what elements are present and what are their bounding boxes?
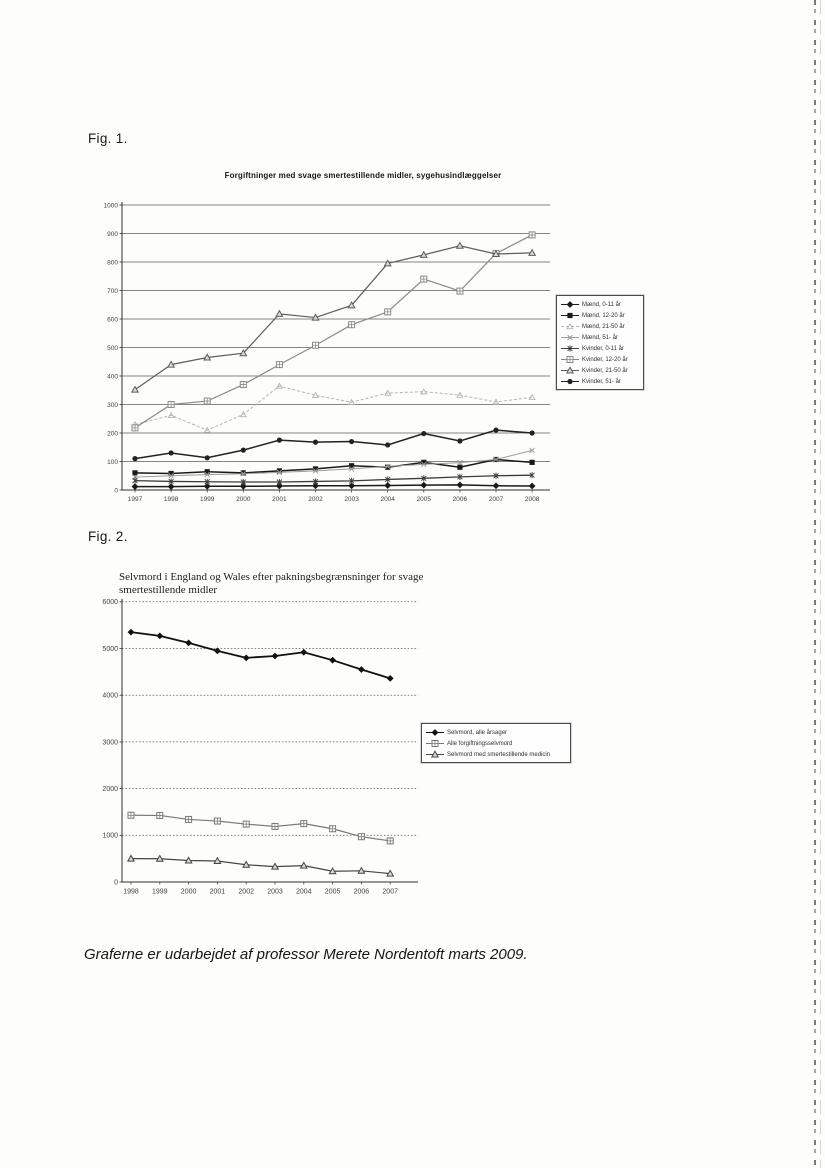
series-marker: [385, 442, 390, 447]
legend-item-label: Kvinder, 0-11 år: [582, 345, 624, 352]
x-axis-tick-label: 2007: [382, 888, 398, 896]
series-marker: [241, 470, 246, 475]
legend-item-label: Kvinder, 51- år: [582, 378, 622, 385]
legend-item: [425, 749, 567, 760]
series-marker: [205, 469, 210, 474]
y-axis-tick-label: 800: [107, 259, 118, 267]
series-marker: [457, 481, 464, 488]
series-marker: [457, 438, 462, 443]
fig1-label: Fig. 1.: [88, 131, 128, 146]
series-marker: [169, 450, 174, 455]
series-marker: [421, 431, 426, 436]
legend-marker-icon: [560, 344, 580, 353]
y-axis-tick-label: 4000: [102, 692, 118, 700]
legend-item-label: Kvinder, 21-50 år: [582, 367, 628, 374]
scan-edge-artifact: [814, 0, 816, 1168]
legend-marker-icon: [560, 322, 580, 331]
y-axis-tick-label: 5000: [102, 645, 118, 653]
series-marker: [313, 440, 318, 445]
series-marker: [329, 657, 336, 664]
x-axis-tick-label: 2005: [416, 496, 432, 503]
series-line: [135, 475, 532, 482]
series-marker: [567, 379, 572, 384]
series-marker: [243, 654, 250, 661]
series-line: [135, 246, 532, 390]
legend-marker-icon: [560, 333, 580, 342]
fig2-label: Fig. 2.: [88, 529, 128, 544]
y-axis-tick-label: 700: [107, 287, 118, 295]
y-axis-tick-label: 200: [107, 430, 118, 438]
series-marker: [457, 465, 462, 470]
x-axis-tick-label: 2001: [209, 888, 226, 896]
y-axis-tick-label: 100: [107, 458, 118, 466]
y-axis-tick-label: 500: [107, 344, 118, 352]
y-axis-tick-label: 300: [107, 401, 118, 409]
y-axis-tick-label: 0: [114, 879, 118, 887]
x-axis-tick-label: 1999: [152, 888, 168, 896]
x-axis-tick-label: 2007: [488, 496, 504, 503]
series-marker: [241, 448, 246, 453]
y-axis-tick-label: 6000: [102, 599, 118, 607]
legend-item: [560, 310, 640, 321]
scan-edge-artifact-faint: [820, 0, 821, 1168]
legend-item-label: Mænd, 21-50 år: [582, 323, 625, 330]
x-axis-tick-label: 2006: [353, 888, 370, 896]
series-marker: [384, 482, 391, 489]
y-axis-tick-label: 400: [107, 373, 118, 381]
series-line: [135, 485, 532, 487]
series-marker: [457, 243, 463, 249]
series-line: [131, 859, 390, 874]
series-marker: [358, 666, 365, 673]
series-marker: [530, 430, 535, 435]
x-axis-tick-label: 2002: [238, 888, 254, 896]
x-axis-tick-label: 2006: [452, 496, 468, 503]
x-axis-tick-label: 2002: [308, 496, 323, 503]
legend-item-label: Kvinder, 12-20 år: [582, 356, 628, 363]
y-axis-tick-label: 0: [114, 487, 118, 495]
legend-item: [560, 343, 640, 354]
series-marker: [567, 301, 574, 308]
series-marker: [132, 386, 138, 392]
x-axis-tick-label: 1999: [199, 496, 215, 503]
y-axis-tick-label: 600: [107, 316, 118, 324]
y-axis-tick-label: 900: [107, 230, 118, 238]
x-axis-tick-label: 2001: [272, 496, 287, 503]
legend-marker-icon: [425, 739, 445, 748]
legend-item: [560, 365, 640, 376]
attribution-caption: Graferne er udarbejdet af professor Merete Nordentoft marts 2009.: [84, 946, 528, 963]
legend-item: [425, 727, 567, 738]
series-marker: [128, 629, 135, 636]
y-axis-tick-label: 3000: [102, 739, 118, 747]
series-marker: [185, 639, 192, 646]
legend-marker-icon: [425, 728, 445, 737]
legend-item-label: Selvmord med smertestillende medicin: [447, 751, 551, 758]
fig1-line-chart: [85, 195, 585, 510]
legend-marker-icon: [560, 366, 580, 375]
x-axis-tick-label: 1998: [163, 496, 179, 503]
x-axis-tick-label: 2004: [296, 888, 312, 896]
legend-item: [425, 738, 567, 749]
series-marker: [432, 729, 439, 736]
series-marker: [300, 649, 307, 656]
legend-item-label: Mænd, 51- år: [582, 334, 619, 341]
legend-item-label: Selvmord, alle årsager: [447, 729, 508, 736]
series-line: [131, 815, 390, 841]
y-axis-tick-label: 1000: [103, 202, 118, 210]
legend-item: [560, 354, 640, 365]
legend-marker-icon: [560, 311, 580, 320]
legend-marker-icon: [560, 300, 580, 309]
series-line: [135, 386, 532, 430]
x-axis-tick-label: 2000: [180, 888, 197, 896]
legend-item-label: Mænd, 0-11 år: [582, 301, 621, 308]
fig2-chart-title: Selvmord i England og Wales efter pakningsbegrænsninger for svage smertestillende midler: [119, 571, 424, 596]
legend-item: [560, 332, 640, 343]
legend-marker-icon: [560, 377, 580, 386]
series-marker: [132, 456, 137, 461]
legend-item-label: Alle forgiftningsselvmord: [447, 740, 513, 747]
series-marker: [420, 482, 427, 489]
fig2-legend: [421, 723, 571, 763]
series-line: [135, 430, 532, 459]
series-marker: [349, 439, 354, 444]
series-marker: [529, 483, 536, 490]
x-axis-tick-label: 1997: [127, 496, 143, 503]
series-marker: [530, 460, 535, 465]
series-line: [131, 632, 390, 678]
series-marker: [272, 653, 279, 660]
y-axis-tick-label: 1000: [102, 832, 118, 840]
legend-item: [560, 376, 640, 387]
x-axis-tick-label: 2005: [324, 888, 341, 896]
legend-marker-icon: [560, 355, 580, 364]
legend-item-label: Mænd, 12-20 år: [582, 312, 625, 319]
fig1-legend: [556, 295, 644, 390]
series-marker: [132, 483, 139, 490]
x-axis-tick-label: 2000: [236, 496, 251, 503]
x-axis-tick-label: 2004: [380, 496, 395, 503]
y-axis-tick-label: 2000: [102, 786, 118, 793]
series-marker: [387, 675, 394, 682]
x-axis-tick-label: 1998: [123, 888, 139, 896]
x-axis-tick-label: 2008: [524, 496, 540, 503]
legend-item: [560, 299, 640, 310]
x-axis-tick-label: 2003: [344, 496, 359, 503]
x-axis-tick-label: 2003: [267, 888, 283, 896]
series-marker: [493, 428, 498, 433]
series-marker: [567, 313, 572, 318]
series-marker: [156, 632, 163, 639]
legend-item: [560, 321, 640, 332]
series-marker: [205, 455, 210, 460]
fig1-chart-title: Forgiftninger med svage smertestillende midler, sygehusindlæggelser: [224, 171, 502, 180]
series-marker: [277, 438, 282, 443]
series-marker: [385, 465, 390, 470]
series-marker: [493, 482, 500, 489]
legend-marker-icon: [425, 750, 445, 759]
